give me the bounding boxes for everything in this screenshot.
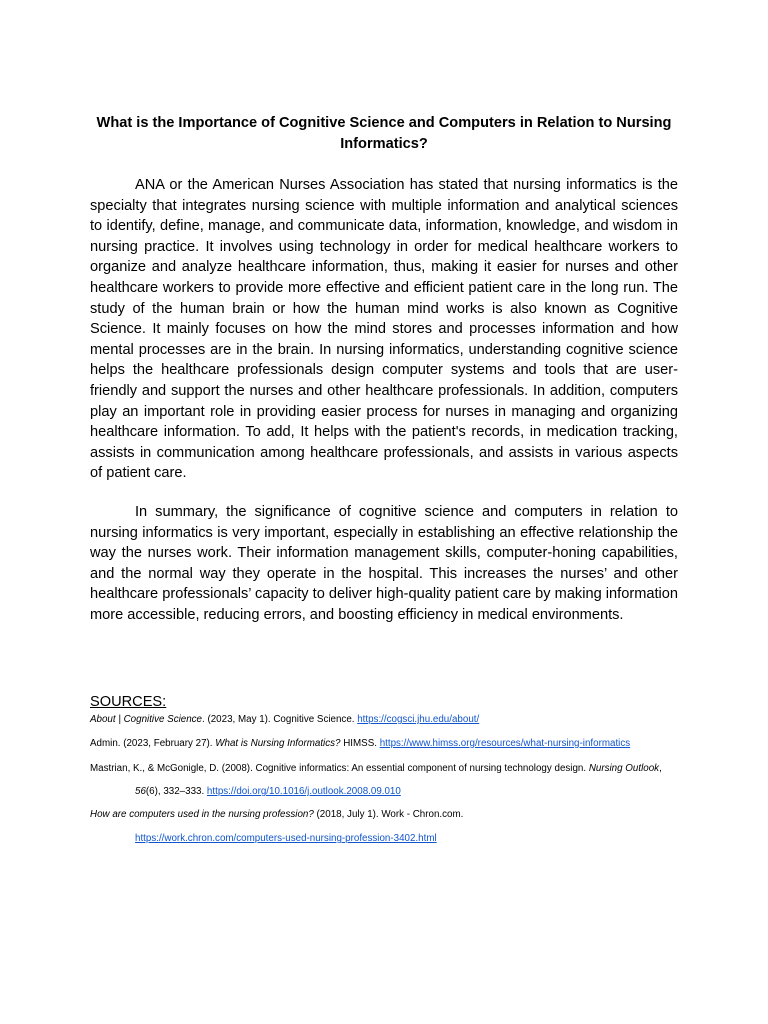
sources-heading: SOURCES:: [90, 694, 167, 710]
source-entry-2: [90, 738, 690, 750]
source-4-details: (2018, July 1). Work - Chron.com.: [313, 809, 464, 820]
source-4-link[interactable]: https://work.chron.com/computers-used-nursing-profession-3402.html: [135, 833, 437, 844]
source-entry-1: [90, 714, 690, 726]
source-3-comma: ,: [659, 763, 662, 774]
source-2-author: Admin. (2023, February 27).: [90, 738, 216, 749]
source-3-volume: 56: [135, 786, 146, 797]
source-entry-3: [90, 763, 690, 775]
source-entry-3-continued: [135, 786, 735, 798]
source-entry-4: [90, 809, 690, 821]
document-title: What is the Importance of Cognitive Science and Computers in Relation to Nursing Informatics?: [96, 115, 672, 152]
body-paragraph-1: ANA or the American Nurses Association has stated that nursing informatics is the specialty that integrates nursing science with multiple information and analytical sciences to identify, define, manage, and communicate data, information, knowledge, and wisdom in nursing practice. It involves using technology in order for medical healthcare workers to organize and analyze healthcare information, thus, making it easier for nurses and other healthcare workers to provide more effective and efficient patient care in the long run. The study of the human brain or how the human mind works is also known as Cognitive Science. It mainly focuses on how the mind stores and processes information and how mental processes are in the brain. In nursing informatics, understanding cognitive science helps the healthcare professionals design computer systems and tools that are user-friendly and support the nurses and other healthcare professionals. In addition, computers play an important role in providing easier process for nurses in managing and organizing healthcare information. To add, It helps with the patient's records, in medication tracking, assists in communication among healthcare professionals, and assists in various aspects of patient care.: [90, 177, 678, 482]
source-entry-4-continued: [135, 833, 735, 845]
source-3-author-title: Mastrian, K., & McGonigle, D. (2008). Cognitive informatics: An essential component of nursing technology design.: [90, 763, 589, 774]
source-1-details: . (2023, May 1). Cognitive Science.: [202, 714, 358, 725]
source-4-title: How are computers used in the nursing profession?: [90, 809, 314, 820]
body-paragraph-2: In summary, the significance of cognitive science and computers in relation to nursing informatics is very important, especially in establishing an effective relationship the way the nurses work. Their information management skills, computer-honing capabilities, and the normal way they operate in the hospital. This increases the nurses’ and other healthcare professionals’ capacity to deliver high-quality patient care by making information more accessible, reducing errors, and boosting efficiency in medical environments.: [90, 504, 678, 623]
source-1-title: About | Cognitive Science: [90, 714, 203, 725]
source-2-details: HIMSS.: [340, 738, 380, 749]
source-3-link[interactable]: https://doi.org/10.1016/j.outlook.2008.09.010: [206, 786, 401, 797]
source-3-journal: Nursing Outlook: [588, 763, 660, 774]
source-3-pages: (6), 332–333.: [145, 786, 207, 797]
source-2-link[interactable]: https://www.himss.org/resources/what-nursing-informatics: [379, 738, 631, 749]
source-1-link[interactable]: https://cogsci.jhu.edu/about/: [357, 714, 480, 725]
source-2-title: What is Nursing Informatics?: [215, 738, 341, 749]
